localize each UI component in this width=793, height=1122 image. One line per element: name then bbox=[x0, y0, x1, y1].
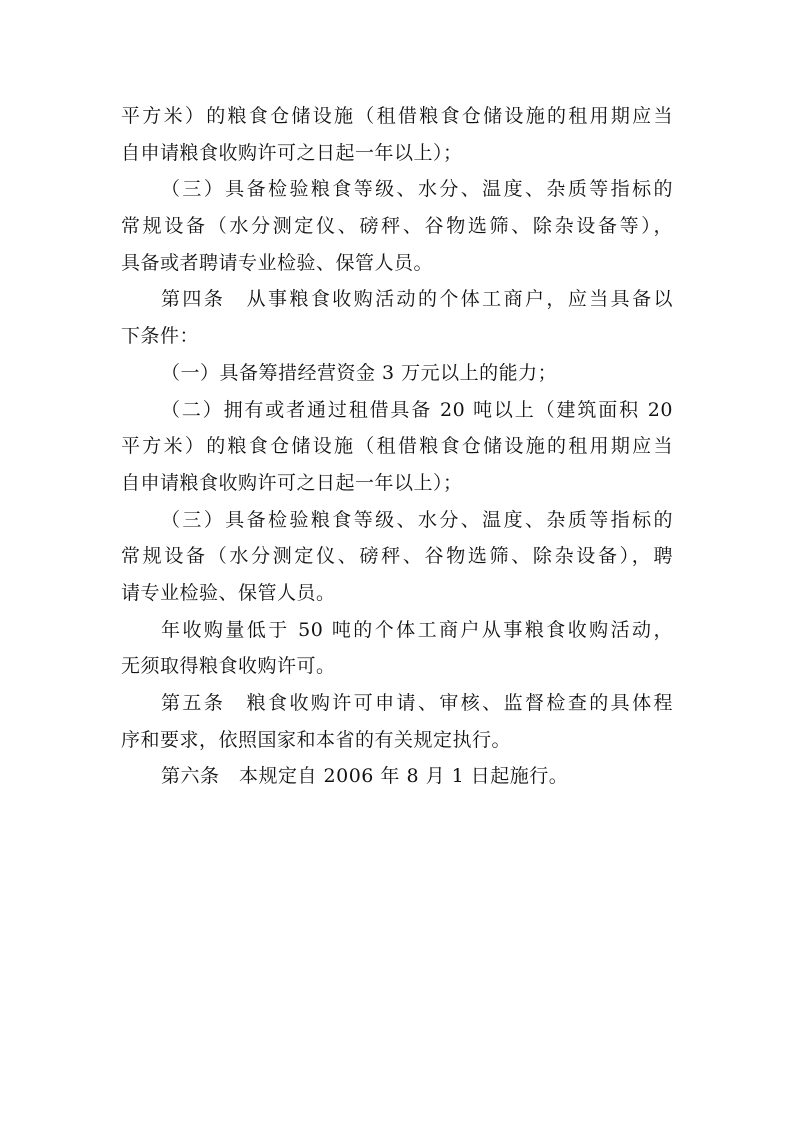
text-line: （一）具备筹措经营资金 3 万元以上的能力； bbox=[161, 361, 558, 384]
text-line: （三）具备检验粮食等级、水分、温度、杂质等指标的 bbox=[161, 178, 673, 201]
article-6-line: 第六条 本规定自 2006 年 8 月 1 日起施行。 bbox=[161, 765, 569, 788]
text-line: （二）拥有或者通过租借具备 20 吨以上（建筑面积 20 bbox=[161, 398, 673, 421]
text-line: （三）具备检验粮食等级、水分、温度、杂质等指标的 bbox=[161, 508, 673, 531]
text-line: 自申请粮食收购许可之日起一年以上）； bbox=[121, 141, 463, 164]
text-line: 年收购量低于 50 吨的个体工商户从事粮食收购活动， bbox=[161, 618, 673, 641]
text-line: 平方米）的粮食仓储设施（租借粮食仓储设施的租用期应当 bbox=[121, 435, 673, 458]
text-line: 下条件： bbox=[121, 325, 200, 348]
text-line: 无须取得粮食收购许可。 bbox=[121, 655, 336, 678]
text-line: 常规设备（水分测定仪、磅秤、谷物选筛、除杂设备等）， bbox=[121, 215, 673, 238]
article-4-heading-line: 第四条 从事粮食收购活动的个体工商户，应当具备以 bbox=[161, 288, 673, 311]
document-body bbox=[121, 98, 673, 795]
text-line: 请专业检验、保管人员。 bbox=[121, 581, 336, 604]
article-5-heading-line: 第五条 粮食收购许可申请、审核、监督检查的具体程 bbox=[161, 692, 673, 714]
text-line: 自申请粮食收购许可之日起一年以上）； bbox=[121, 471, 463, 494]
text-line: 序和要求，依照国家和本省的有关规定执行。 bbox=[121, 728, 512, 751]
text-line: 具备或者聘请专业检验、保管人员。 bbox=[121, 251, 434, 274]
text-line: 常规设备（水分测定仪、磅秤、谷物选筛、除杂设备），聘 bbox=[121, 545, 673, 568]
text-line: 平方米）的粮食仓储设施（租借粮食仓储设施的租用期应当 bbox=[121, 105, 673, 127]
